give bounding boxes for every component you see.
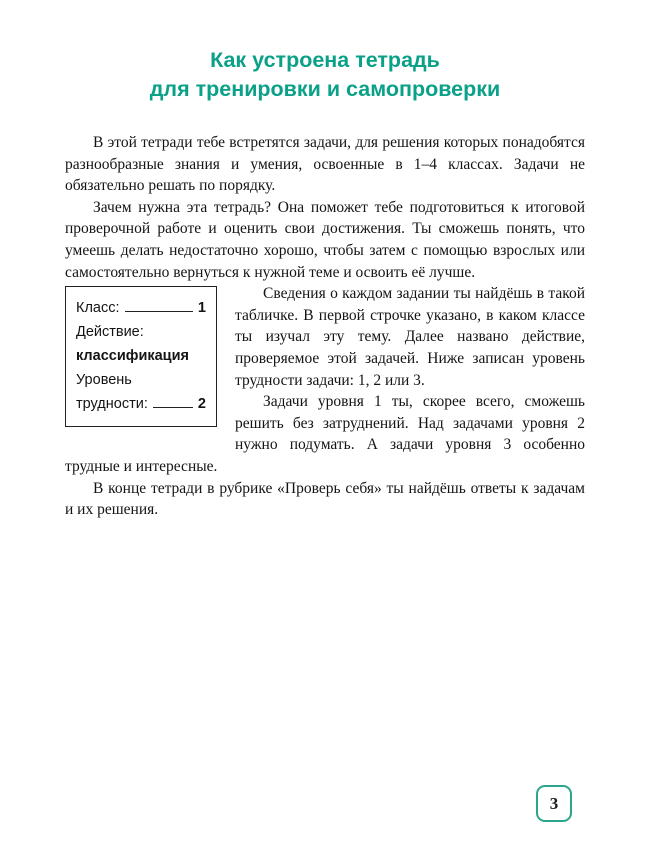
class-row xyxy=(76,296,206,320)
action-label-row xyxy=(76,320,206,344)
table-info-section xyxy=(65,283,585,477)
action-value-row xyxy=(76,344,206,368)
level-value: 2 xyxy=(197,396,206,413)
page-title-line-1: Как устроена тетрадь xyxy=(210,48,440,72)
action-label: Действие: xyxy=(76,324,144,341)
purpose-paragraph: Зачем нужна эта тетрадь? Она поможет тебе подготовиться к итоговой проверочной работе и оценить свои достижения. Ты сможешь понять, что умеешь делать недостаточно хорошо, чтобы затем с помощью взрослых или самостоятельно вернуться к нужной теме и освоить её лучше. xyxy=(65,198,585,281)
table-explanation-paragraph: Сведения о каждом задании ты найдёшь в такой табличке. В первой строчке указано, в каком классе ты изучал эту тему. Далее названо действие, проверяемое этой задачей. Ниже записан уровень трудности задачи: 1, 2 или 3. xyxy=(235,285,585,389)
level-blank-line xyxy=(153,394,193,409)
levels-paragraph: Задачи уровня 1 ты, скорее всего, сможешь решить без затруднений. Над задачами уровня 2 нужно подумать. А задачи уровня 3 особенно трудные и интересные. xyxy=(65,393,585,475)
sample-task-table xyxy=(65,286,217,427)
page-number-value: 3 xyxy=(549,793,559,813)
level-label-line-1: Уровень xyxy=(76,372,132,389)
page-title xyxy=(65,46,585,104)
answers-paragraph: В конце тетради в рубрике «Проверь себя» ты найдёшь ответы к задачам и их решения. xyxy=(65,479,585,519)
page-number-badge xyxy=(536,785,572,822)
class-blank-line xyxy=(125,298,193,313)
level-label-row-2 xyxy=(76,392,206,416)
class-value: 1 xyxy=(197,300,206,317)
level-label-line-2: трудности: xyxy=(76,396,148,413)
level-label-row-1 xyxy=(76,368,206,392)
action-value: классификация xyxy=(76,348,189,365)
intro-paragraph: В этой тетради тебе встретятся задачи, для решения которых понадобятся разнообразные знания и умения, освоенные в 1–4 классах. Задачи не обязательно решать по порядку. xyxy=(65,134,585,195)
class-label: Класс: xyxy=(76,300,120,317)
page-title-line-2: для тренировки и самопроверки xyxy=(149,77,501,101)
